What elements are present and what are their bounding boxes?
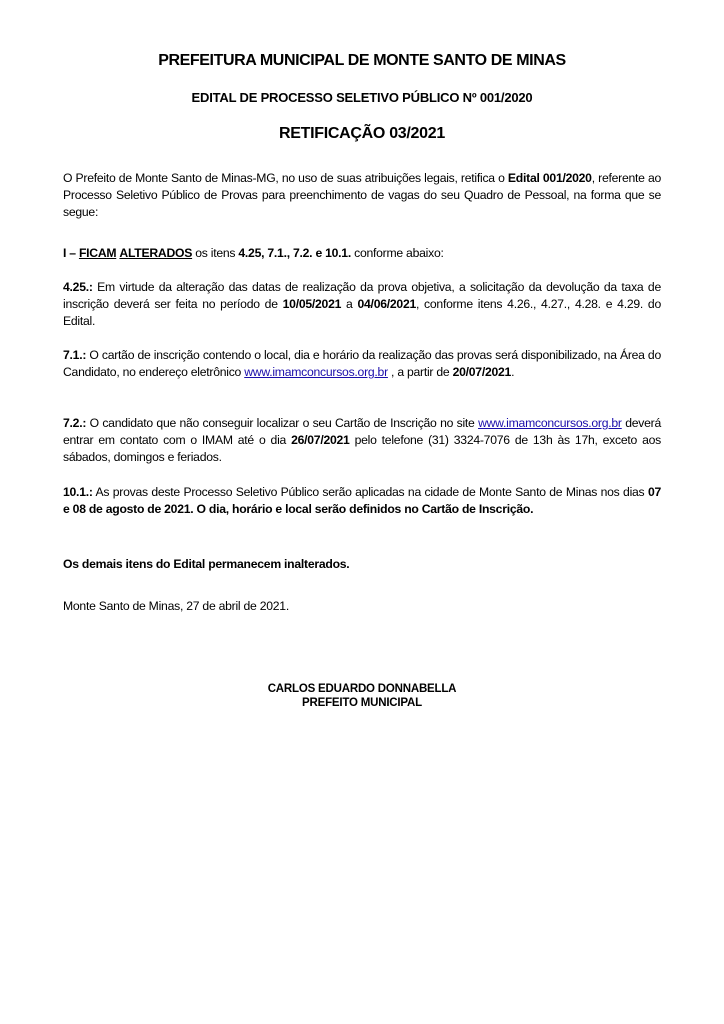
item-7-1-link[interactable]: www.imamconcursos.org.br [244,365,388,379]
item-7-2-text-3: pelo telefone (31) 3324-7076 de 13h às 17h, exceto aos sábados, domingos e feriados. [63,433,661,464]
item-7-1-text-1: O cartão de inscrição contendo o local, dia e horário da realização das provas será disponibilizado, na Área do Candidato, no endereço eletrônico [63,348,661,379]
item-4-25-number: 4.25.: [63,280,93,294]
section-i-alterados: ALTERADOS [119,246,193,260]
intro-text-1: O Prefeito de Monte Santo de Minas-MG, no uso de suas atribuições legais, retifica o [63,171,508,185]
section-i-paragraph [63,245,661,262]
demais-itens-text: Os demais itens do Edital permanecem inalterados. [63,557,350,571]
item-4-25-text-2: a [341,297,358,311]
item-4-25-date-1: 10/05/2021 [282,297,342,311]
signature-name: CARLOS EDUARDO DONNABELLA [267,683,457,695]
item-4-25-date-2: 04/06/2021 [357,297,416,311]
signature-role: PREFEITO MUNICIPAL [302,697,422,709]
item-7-2-link[interactable]: www.imamconcursos.org.br [478,416,622,430]
item-4-25-text-1: Em virtude da alteração das datas de realização da prova objetiva, a solicitação da devolução da taxa de inscrição deverá ser feita no período de [63,280,661,311]
item-10-1-bold: 07 e 08 de agosto de 2021. O dia, horário e local serão definidos no Cartão de Inscrição. [63,485,661,516]
intro-edital: Edital 001/2020 [507,171,592,185]
section-i-text-2: conforme abaixo: [350,246,444,260]
item-7-1-paragraph [63,347,661,381]
section-i-text-1: os itens [192,246,239,260]
item-7-1-number: 7.1.: [63,348,87,362]
item-7-2-date: 26/07/2021 [291,433,350,447]
item-10-1-number: 10.1.: [63,485,93,499]
demais-itens-paragraph [63,556,661,573]
item-10-1-paragraph [63,484,661,518]
item-7-2-number: 7.2.: [63,416,87,430]
intro-paragraph [63,170,661,221]
item-7-2-text-2: deverá entrar em contato com o IMAM até o dia [63,416,661,447]
item-10-1-text-1: As provas deste Processo Seletivo Público serão aplicadas na cidade de Monte Santo de Minas nos dias [92,485,648,499]
document-subtitle: EDITAL DE PROCESSO SELETIVO PÚBLICO Nº 001/2020 [191,90,533,105]
section-i-ficam: FICAM [78,246,117,260]
item-4-25-paragraph [63,279,661,330]
item-7-2-paragraph [63,415,661,466]
document-title: PREFEITURA MUNICIPAL DE MONTE SANTO DE MINAS [158,52,566,69]
retificacao-title: RETIFICAÇÃO 03/2021 [279,125,445,142]
item-4-25-text-3: , conforme itens 4.26., 4.27., 4.28. e 4.29. do Edital. [63,297,661,328]
item-7-1-text-2: , a partir de [387,365,453,379]
item-7-2-text-1: O candidato que não conseguir localizar o seu Cartão de Inscrição no site [86,416,479,430]
item-7-1-date: 20/07/2021 [452,365,512,379]
section-i-items: 4.25, 7.1., 7.2. e 10.1. [238,246,351,260]
section-i-prefix: I – [63,246,79,260]
item-7-1-text-3: . [511,365,515,379]
date-location: Monte Santo de Minas, 27 de abril de 2021. [63,599,289,613]
intro-text-2: , referente ao Processo Seletivo Público de Provas para preenchimento de vagas do seu Quadro de Pessoal, na forma que se segue: [63,171,661,219]
